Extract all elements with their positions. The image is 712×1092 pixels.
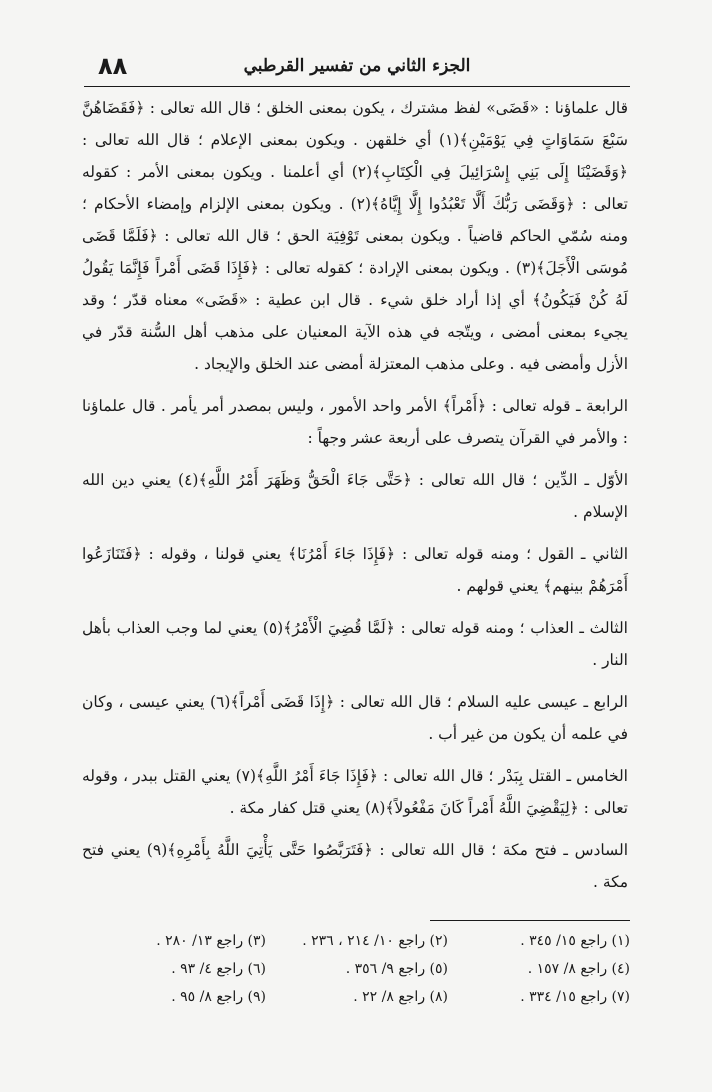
footnote-1: (١) راجع ١٥/ ٣٤٥ . (520, 933, 630, 949)
footnotes (84, 932, 630, 1006)
paragraph-first-meaning: الأوّل ـ الدِّين ؛ قال الله تعالى : ﴿حَتَّى جَاءَ الْحَقُّ وَظَهَرَ أَمْرُ اللَّهِ﴾(٤) يعني دين الله الإسلام . (82, 471, 629, 521)
footnote-7: (٧) راجع ١٥/ ٣٣٤ . (520, 989, 630, 1005)
footnote-9: (٩) راجع ٨/ ٩٥ . (171, 989, 266, 1005)
paragraph-fourth-meaning: الرابع ـ عيسى عليه السلام ؛ قال الله تعالى : ﴿إِذَا قَضَى أَمْراً﴾(٦) يعني عيسى ، وكان في علمه أن يكون من غير أب . (82, 693, 628, 743)
footnote-3: (٣) راجع ١٣/ ٢٨٠ . (156, 933, 266, 949)
page-body (82, 92, 628, 898)
paragraph-fifth-meaning: الخامس ـ القتل بِبَدْر ؛ قال الله تعالى : ﴿فَإِذَا جَاءَ أَمْرُ اللَّهِ﴾(٧) يعني القتل ببدر ، وقوله تعالى : ﴿لِيَقْضِيَ اللَّهُ أَمْراً كَانَ مَفْعُولاً﴾(٨) يعني قتل كفار مكة . (82, 767, 628, 817)
running-title: الجزء الثاني من تفسير القرطبي (243, 56, 471, 76)
footnote-4: (٤) راجع ٨/ ١٥٧ . (527, 961, 630, 977)
footnote-2: (٢) راجع ١٠/ ٢١٤ ، ٢٣٦ . (302, 933, 448, 949)
paragraph-second-meaning: الثاني ـ القول ؛ ومنه قوله تعالى : ﴿فَإِذَا جَاءَ أَمْرُنَا﴾ يعني قولنا ، وقوله : ﴿فَتَنَازَعُوا أَمْرَهُمْ بينهم﴾ يعني قولهم . (82, 545, 628, 595)
paragraph-third-meaning: الثالث ـ العذاب ؛ ومنه قوله تعالى : ﴿لَمَّا قُضِيَ الْأَمْرُ﴾(٥) يعني لما وجب العذاب بأهل النار . (82, 619, 628, 669)
page-number: ٨٨ (98, 52, 128, 80)
paragraph-sixth-meaning: السادس ـ فتح مكة ؛ قال الله تعالى : ﴿فَتَرَبَّصُوا حَتَّى يَأْتِيَ اللَّهُ بِأَمْرِهِ﴾(٩) يعني فتح مكة . (82, 841, 628, 891)
footnote-8: (٨) راجع ٨/ ٢٢ . (353, 989, 448, 1005)
paragraph-qada-meanings: قال علماؤنا : «قَضَى» لفظ مشترك ، يكون بمعنى الخلق ؛ قال الله تعالى : ﴿فَقَضَاهُنَّ سَبْعَ سَمَاوَاتٍ فِي يَوْمَيْنِ﴾(١) أي خلقهن . ويكون بمعنى الإعلام ؛ قال الله تعالى : ﴿وَقَضَيْنَا إِلَى بَنِي إِسْرَائِيلَ فِي الْكِتَابِ﴾(٢) أي أعلمنا . ويكون بمعنى الأمر : كقوله تعالى : ﴿وَقَضَى رَبُّكَ أَلَّا تَعْبُدُوا إِلَّا إِيَّاهُ﴾(٢) . ويكون بمعنى الإلزام وإمضاء الأحكام ؛ ومنه سُمّي الحاكم قاضياً . ويكون بمعنى تَوْفِيَة الحق ؛ قال الله تعالى : ﴿فَلَمَّا قَضَى مُوسَى الْأَجَلَ﴾(٣) . ويكون بمعنى الإرادة ؛ كقوله تعالى : ﴿فَإِذَا قَضَى أَمْراً فَإِنَّمَا يَقُولُ لَهُ كُنْ فَيَكُونُ﴾ أي إذا أراد خلق شيء . قال ابن عطية : «قَضَى» معناه قدّر ؛ وقد يجيء بمعنى أمضى ، ويتّجه في هذه الآية المعنيان على مذهب أهل السُّنة قدّر في الأزل وأمضى فيه . وعلى مذهب المعتزلة أمضى عند الخلق والإيجاد . (82, 99, 628, 373)
paragraph-fourth-issue: الرابعة ـ قوله تعالى : ﴿أَمْراً﴾ الأمر واحد الأمور ، وليس بمصدر أمر يأمر . قال علماؤنا : والأمر في القرآن يتصرف على أربعة عشر وجهاً : (82, 397, 628, 447)
footnote-5: (٥) راجع ٩/ ٣٥٦ . (345, 961, 448, 977)
footnote-divider (430, 920, 630, 921)
page-header (84, 46, 630, 87)
footnote-6: (٦) راجع ٤/ ٩٣ . (171, 961, 266, 977)
